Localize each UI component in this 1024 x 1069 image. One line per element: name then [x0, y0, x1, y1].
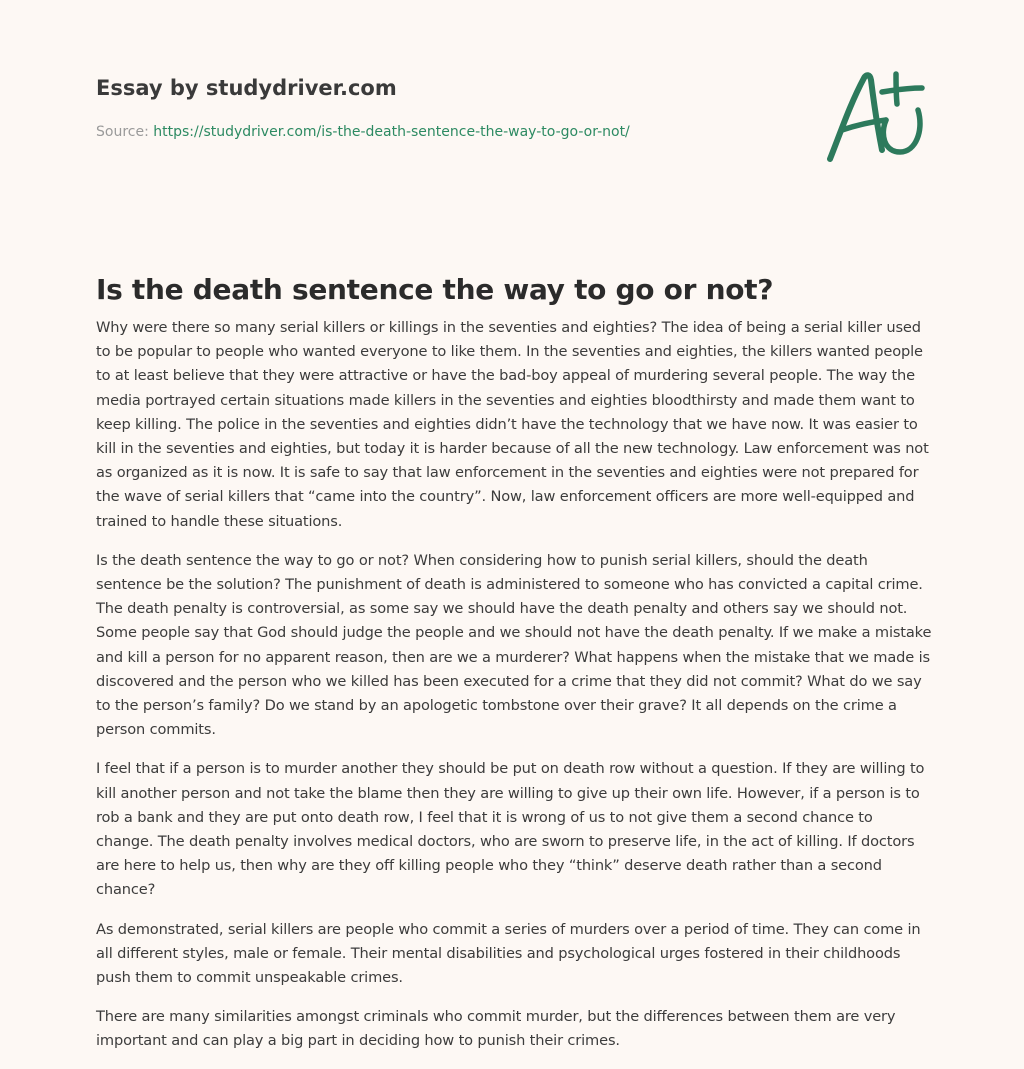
a-plus-grade-logo-icon	[820, 64, 930, 168]
source-link[interactable]: https://studydriver.com/is-the-death-sentence-the-way-to-go-or-not/	[153, 124, 630, 140]
essay-paragraph: I feel that if a person is to murder another they should be put on death row without a question. If they are willing to kill another person and not take the blame then they are willing to give up their own life. However, if a person is to rob a bank and they are put onto death row, I feel that it is wrong of us to not give them a second chance to change. The death penalty involves medical doctors, who are sworn to preserve life, in the act of killing. If doctors are here to help us, then why are they off killing people who they “think” deserve death rather than a second chance?	[96, 760, 925, 899]
essay-paragraph: There are many similarities amongst criminals who commit murder, but the differences between them are very important and can play a big part in deciding how to punish their crimes.	[96, 1008, 896, 1050]
site-brand: Essay by studydriver.com	[96, 76, 397, 100]
essay-title: Is the death sentence the way to go or not?	[96, 272, 774, 306]
source-label: Source:	[96, 124, 149, 140]
source-line	[96, 124, 630, 140]
essay-paragraph: Why were there so many serial killers or killings in the seventies and eighties? The idea of being a serial killer used to be popular to people who wanted everyone to like them. In the seventies and eighties, the killers wanted people to at least believe that they were attractive or have the bad-boy appeal of murdering several people. The way the media portrayed certain situations made killers in the seventies and eighties bloodthirsty and made them want to keep killing. The police in the seventies and eighties didn’t have the technology that we have now. It was easier to kill in the seventies and eighties, but today it is harder because of all the new technology. Law enforcement was not as organized as it is now. It is safe to say that law enforcement in the seventies and eighties were not prepared for the wave of serial killers that “came into the country”. Now, law enforcement officers are more well-equipped and trained to handle these situations.	[96, 319, 929, 530]
essay-paragraph: Is the death sentence the way to go or not? When considering how to punish serial killers, should the death sentence be the solution? The punishment of death is administered to someone who has convicted a capital crime. The death penalty is controversial, as some say we should have the death penalty and others say we should not. Some people say that God should judge the people and we should not have the death penalty. If we make a mistake and kill a person for no apparent reason, then are we a murderer? What happens when the mistake that we made is discovered and the person who we killed has been executed for a crime that they did not commit? What do we say to the person’s family? Do we stand by an apologetic tombstone over their grave? It all depends on the crime a person commits.	[96, 551, 932, 739]
essay-body	[96, 316, 934, 1069]
essay-paragraph: As demonstrated, serial killers are people who commit a series of murders over a period of time. They can come in all different styles, male or female. Their mental disabilities and psychological urges fostered in their childhoods push them to commit unspeakable crimes.	[96, 920, 921, 987]
